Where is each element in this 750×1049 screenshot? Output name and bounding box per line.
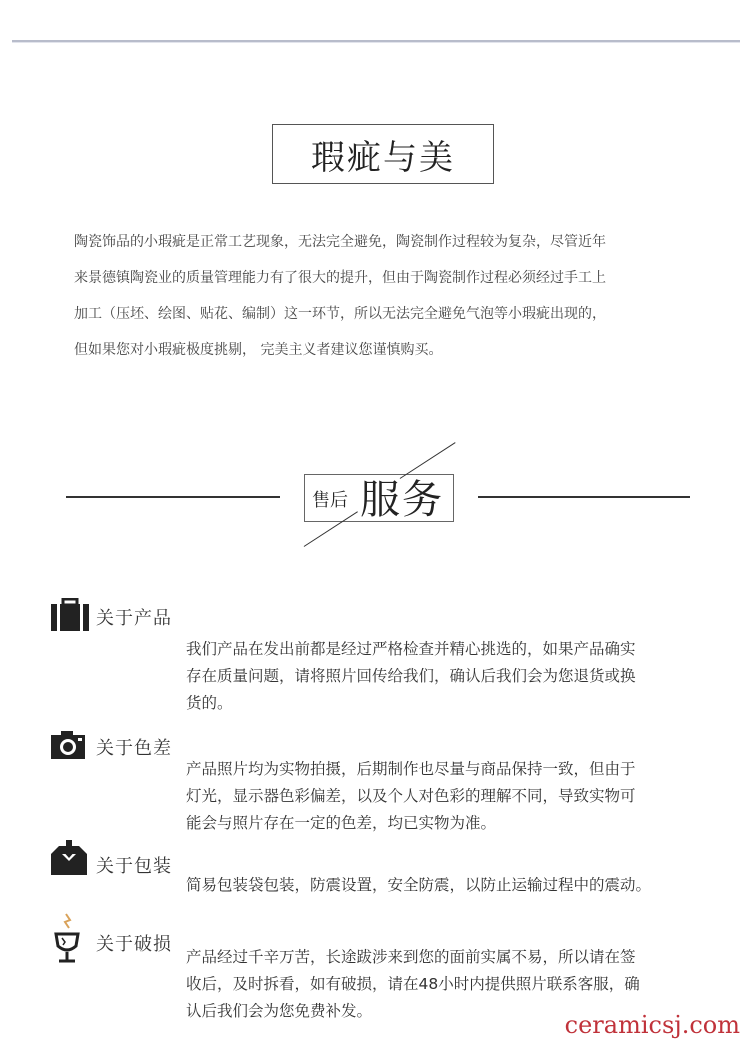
title-box: [272, 124, 494, 184]
section-line: 灯光，显示器色彩偏差，以及个人对色彩的理解不同，导致实物可: [186, 787, 636, 805]
briefcase-icon: [50, 598, 90, 636]
section-line: 存在质量问题，请将照片回传给我们，确认后我们会为您退货或换: [186, 667, 636, 685]
intro-line: 陶瓷饰品的小瑕疵是正常工艺现象，无法完全避免，陶瓷制作过程较为复杂，尽管近年: [74, 234, 606, 250]
top-divider-shadow: [12, 42, 740, 43]
section-title-product: 关于产品: [96, 608, 172, 629]
service-heading-big: 服务: [360, 477, 444, 523]
broken-glass-icon: [50, 912, 84, 968]
service-heading-small: 售后: [312, 490, 348, 511]
service-divider-right: [478, 496, 690, 498]
site-watermark: ceramicsj.com: [564, 1011, 740, 1039]
page-title: 瑕疵与美: [311, 137, 455, 178]
section-line: 认后我们会为您免费补发。: [186, 1002, 373, 1020]
section-line: 简易包装袋包装，防震设置，安全防震，以防止运输过程中的震动。: [186, 876, 652, 894]
camera-icon: [50, 730, 86, 764]
intro-line: 加工（压坯、绘图、贴花、编制）这一环节，所以无法完全避免气泡等小瑕疵出现的，: [74, 306, 606, 322]
service-heading: [294, 474, 458, 522]
section-body-color: [186, 756, 716, 837]
section-line: 产品照片均为实物拍摄，后期制作也尽量与商品保持一致，但由于: [186, 760, 636, 778]
section-body-product: [186, 636, 716, 717]
intro-line: 来景德镇陶瓷业的质量管理能力有了很大的提升，但由于陶瓷制作过程必须经过手工上: [74, 270, 606, 286]
section-line: 收后，及时拆看，如有破损，请在48小时内提供照片联系客服，确: [186, 975, 640, 993]
service-divider-left: [66, 496, 280, 498]
intro-paragraph: [74, 224, 694, 368]
section-title-color: 关于色差: [96, 738, 172, 759]
section-line: 产品经过千辛万苦，长途跋涉来到您的面前实属不易，所以请在签: [186, 948, 636, 966]
section-title-packaging: 关于包装: [96, 856, 172, 877]
section-body-packaging: [186, 872, 716, 899]
intro-line: 但如果您对小瑕疵极度挑剔， 完美主义者建议您谨慎购买。: [74, 342, 443, 358]
section-title-damage: 关于破损: [96, 934, 172, 955]
section-line: 能会与照片存在一定的色差，均已实物为准。: [186, 814, 497, 832]
package-icon: [50, 840, 88, 880]
section-line: 货的。: [186, 694, 233, 712]
section-line: 我们产品在发出前都是经过严格检查并精心挑选的，如果产品确实: [186, 640, 636, 658]
